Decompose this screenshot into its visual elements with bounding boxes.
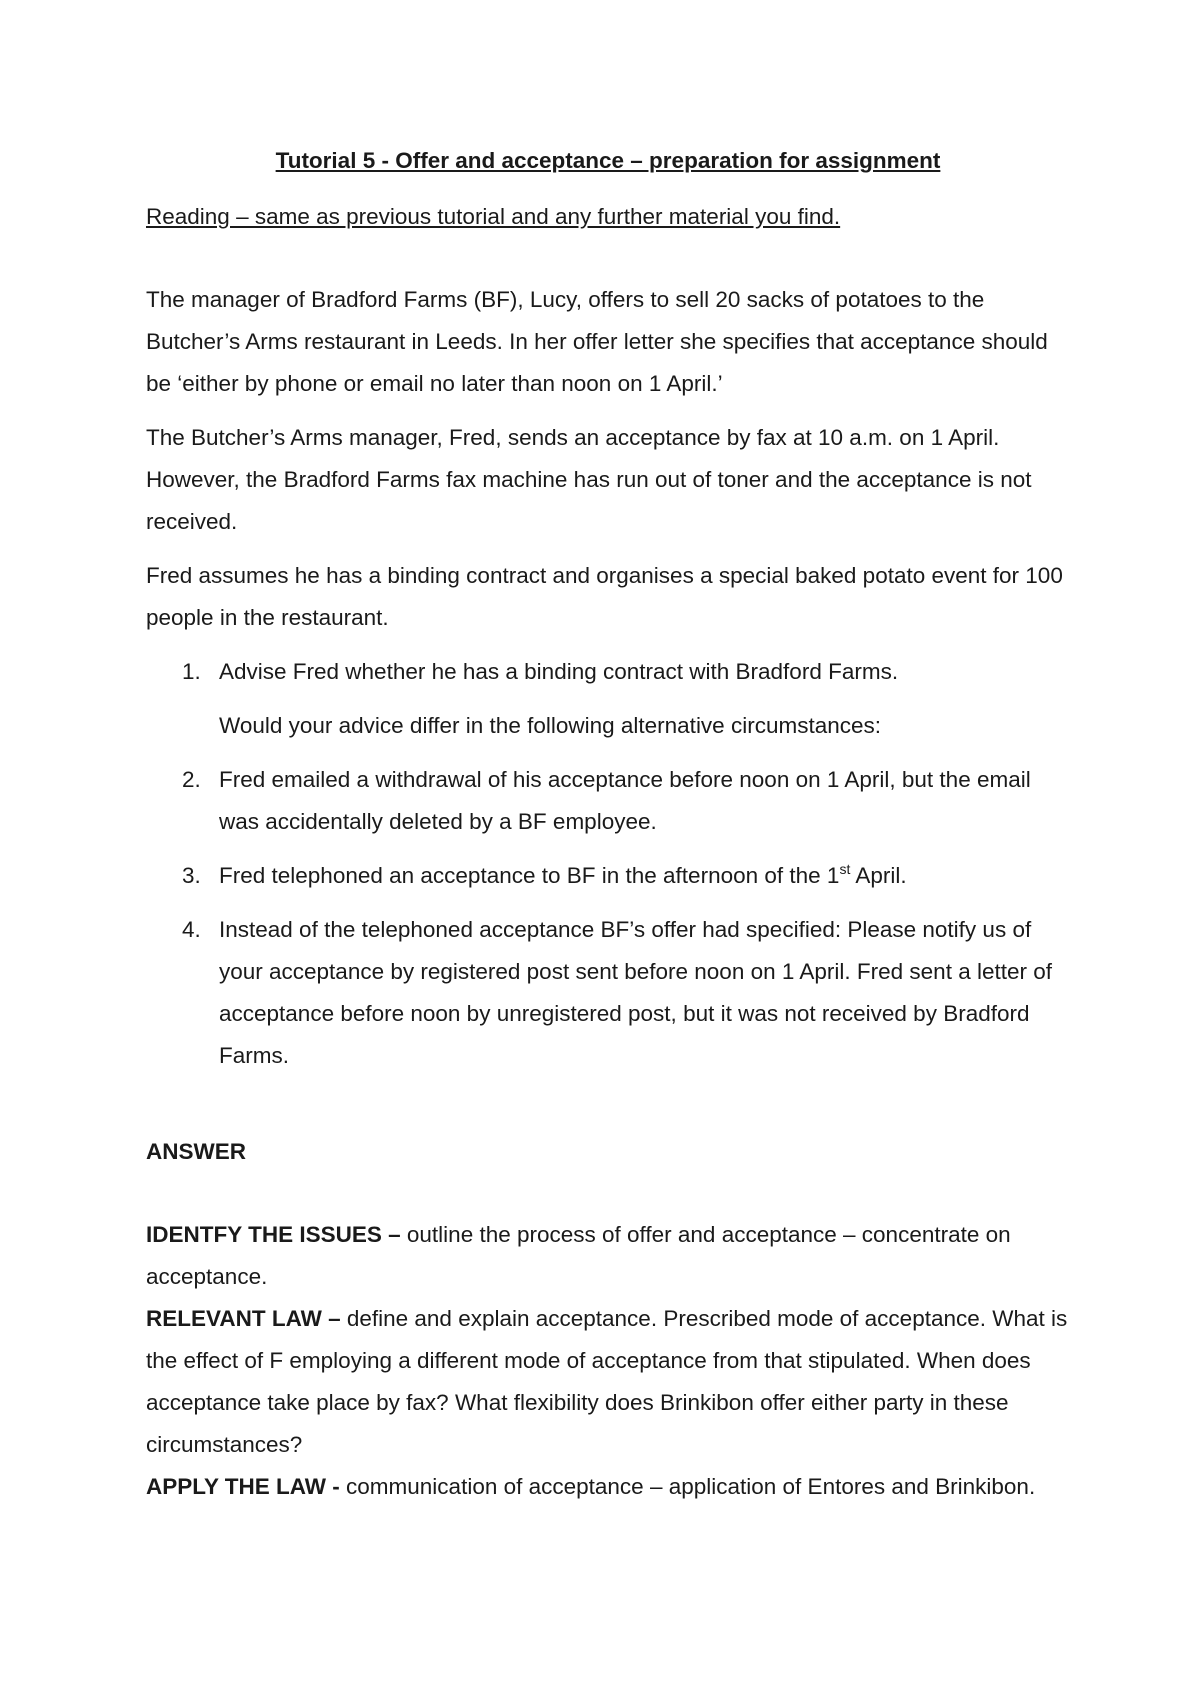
question-number: 2. — [182, 767, 201, 792]
question-item-3 — [146, 855, 1070, 897]
question-list-continued — [146, 759, 1070, 1077]
question-text: Instead of the telephoned acceptance BF’s offer had specified: Please notify us of your acceptance by registered post sent before noon on 1 April. Fred sent a letter of acceptance before noon by unregistered post, but it was not received by Bradford Farms. — [219, 917, 1052, 1068]
answer-section-apply-law — [146, 1466, 1070, 1508]
section-text: outline the process of offer and acceptance – concentrate on acceptance. — [146, 1222, 1011, 1289]
question-item-1 — [146, 651, 1070, 693]
section-label: RELEVANT LAW – — [146, 1306, 347, 1331]
question-item-4 — [146, 909, 1070, 1077]
section-text: communication of acceptance – application of Entores and Brinkibon. — [346, 1474, 1036, 1499]
document-title: Tutorial 5 - Offer and acceptance – preparation for assignment — [275, 148, 941, 173]
ordinal-superscript: st — [839, 861, 851, 877]
question-item-2 — [146, 759, 1070, 843]
section-label: IDENTFY THE ISSUES – — [146, 1222, 407, 1247]
reading-note: Reading – same as previous tutorial and any further material you find. — [146, 204, 841, 229]
scenario-paragraph-3: Fred assumes he has a binding contract and organises a special baked potato event for 100 people in the restaurant. — [146, 563, 1063, 630]
document-body — [146, 140, 1070, 1508]
scenario-paragraph-1: The manager of Bradford Farms (BF), Lucy, offers to sell 20 sacks of potatoes to the Butcher’s Arms restaurant in Leeds. In her offer letter she specifies that acceptance should be ‘either by phone or email no later than noon on 1 April.’ — [146, 287, 1048, 396]
question-text: Fred emailed a withdrawal of his acceptance before noon on 1 April, but the email was accidentally deleted by a BF employee. — [219, 767, 1031, 834]
alternative-circumstances-note: Would your advice differ in the following alternative circumstances: — [219, 713, 881, 738]
answer-section-relevant-law — [146, 1298, 1070, 1466]
scenario-paragraph-2: The Butcher’s Arms manager, Fred, sends an acceptance by fax at 10 a.m. on 1 April. However, the Bradford Farms fax machine has run out of toner and the acceptance is not received. — [146, 425, 1032, 534]
question-number: 4. — [182, 917, 201, 942]
answer-heading: ANSWER — [146, 1139, 246, 1164]
section-text: define and explain acceptance. Prescribed mode of acceptance. What is the effect of F employing a different mode of acceptance from that stipulated. When does acceptance take place by fax? What flexibility does Brinkibon offer either party in these circumstances? — [146, 1306, 1068, 1457]
section-label: APPLY THE LAW - — [146, 1474, 347, 1499]
answer-section-issues — [146, 1214, 1070, 1298]
question-number: 1. — [182, 659, 201, 684]
question-number: 3. — [182, 863, 201, 888]
question-text-end: April. — [850, 863, 907, 888]
question-list — [146, 651, 1070, 693]
question-text: Advise Fred whether he has a binding contract with Bradford Farms. — [219, 659, 899, 684]
question-text: Fred telephoned an acceptance to BF in the afternoon of the 1 — [219, 863, 840, 888]
